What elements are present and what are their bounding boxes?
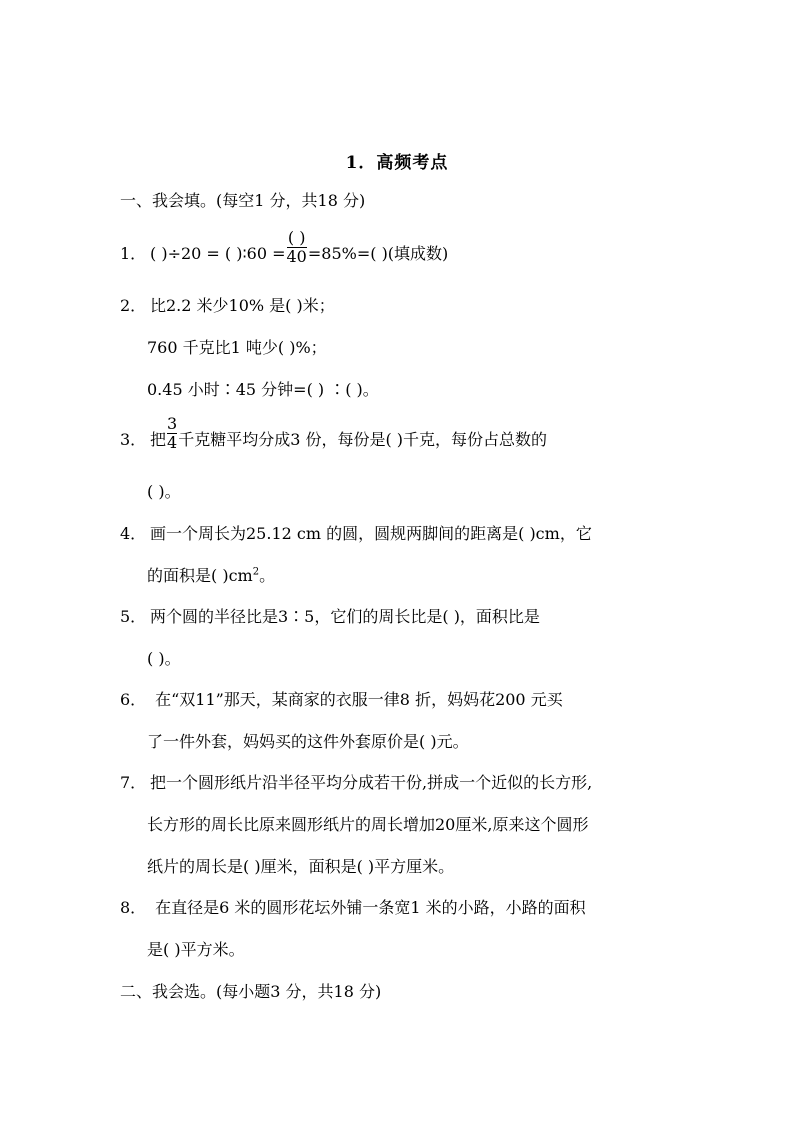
question-4-line-2 [147,566,275,586]
question-2-line-1 [120,296,335,316]
question-number: 3． [120,430,147,449]
question-6-line-1 [120,690,563,710]
question-5-line-2: ( )。 [147,649,181,668]
q4-text-1: 画一个周长为25.12 cm 的圆，圆规两脚间的距离是( )cm，它 [150,524,592,543]
superscript-2: 2 [252,566,260,578]
section-2-heading: 二、我会选。(每小题3 分，共18 分) [120,982,382,1001]
q1-fraction [287,229,307,266]
question-7-line-3: 纸片的周长是( )厘米，面积是( )平方厘米。 [147,857,455,876]
q3-fraction [167,415,177,452]
q4-text-2-end: 。 [259,566,276,585]
question-number: 5． [120,607,147,626]
question-number: 7． [120,773,147,792]
q4-text-2: 的面积是( )cm [147,566,253,585]
q1-part-b: =85%=( )(填成数) [307,244,449,263]
q3-post: 千克糖平均分成3 份，每份是( )千克，每份占总数的 [178,430,548,449]
question-2-line-3: 0.45 小时∶45 分钟=( ) ∶( )。 [147,380,379,399]
q1-part-a: ( )÷20 = ( )∶60 = [150,244,286,263]
question-2-line-2: 760 千克比1 吨少( )%； [147,338,327,357]
question-number: 2． [120,296,147,315]
question-7-line-1 [120,773,592,793]
q8-text-1: 在直径是6 米的圆形花坛外铺一条宽1 米的小路，小路的面积 [150,898,586,917]
question-4-line-1 [120,524,592,544]
question-6-line-2: 了一件外套，妈妈买的这件外套原价是( )元。 [147,732,469,751]
question-1 [120,228,449,266]
question-3-line-2: ( )。 [147,482,181,501]
question-8-line-2: 是( )平方米。 [147,940,245,959]
fraction-numerator: ( ) [287,228,306,247]
q6-text-1: 在“双11”那天，某商家的衣服一律8 折，妈妈花200 元买 [150,690,563,709]
fraction-numerator: 3 [167,414,178,433]
question-number: 1． [120,244,147,263]
question-5-line-1 [120,607,540,627]
question-number: 4． [120,524,147,543]
q5-text-1: 两个圆的半径比是3∶5，它们的周长比是( )，面积比是 [150,607,540,626]
question-number: 6． [120,690,147,709]
q2-text-1: 比2.2 米少10% 是( )米； [150,296,335,315]
question-number: 8． [120,898,147,917]
question-7-line-2: 长方形的周长比原来圆形纸片的周长增加20厘米,原来这个圆形 [147,815,589,834]
section-1-heading: 一、我会填。(每空1 分，共18 分) [120,191,366,210]
question-8-line-1 [120,898,586,918]
q3-pre: 把 [150,430,167,449]
page-title: 1．高频考点 [345,153,449,173]
q7-text-1: 把一个圆形纸片沿半径平均分成若干份,拼成一个近似的长方形, [150,773,593,792]
fraction-denominator: 40 [286,247,307,266]
fraction-denominator: 4 [167,433,178,452]
question-3-line-1 [120,414,548,452]
